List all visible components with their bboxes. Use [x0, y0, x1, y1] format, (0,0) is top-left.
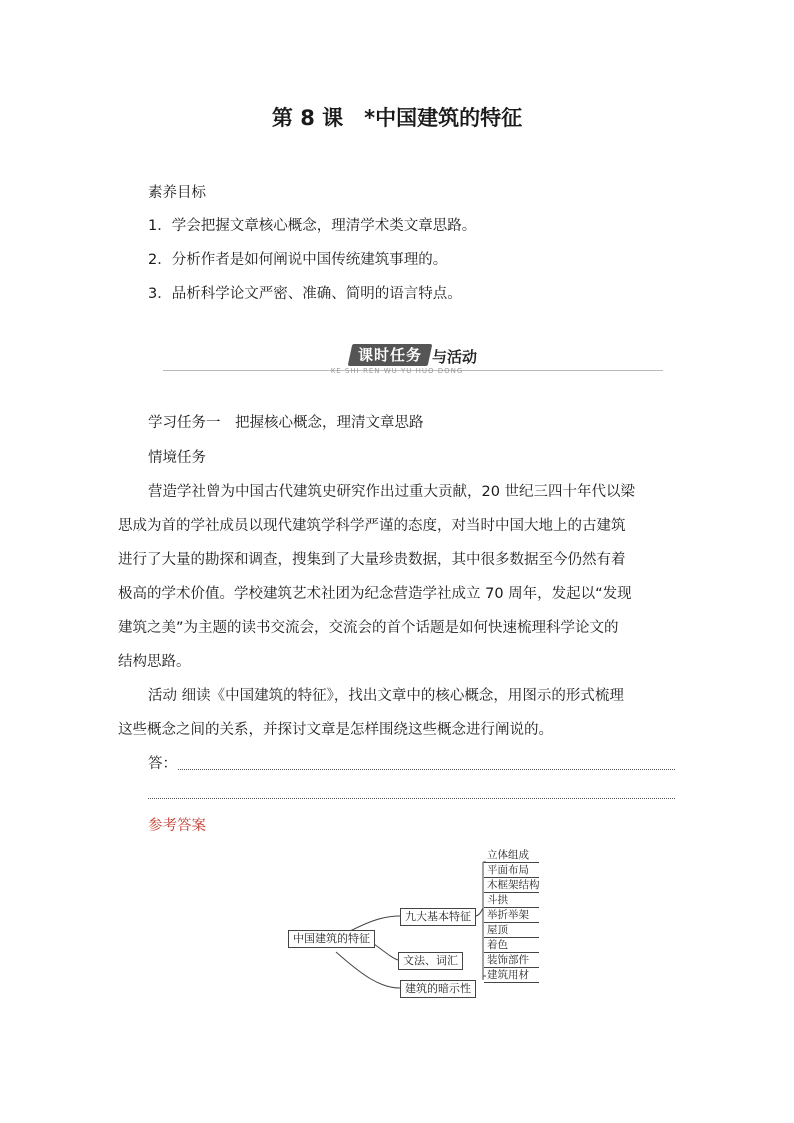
paragraph-line: 营造学社曾为中国古代建筑史研究作出过重大贡献，20 世纪三四十年代以梁 — [148, 484, 636, 500]
activity-line: 这些概念之间的关系，并探讨文章是怎样围绕这些概念进行阐说的。 — [118, 722, 553, 738]
banner-tail-text: 与活动 — [432, 348, 478, 366]
mind-map-root: 中国建筑的特征 — [288, 930, 375, 948]
goal-item: 2．分析作者是如何阐说中国传统建筑事理的。 — [148, 252, 448, 268]
paragraph-line: 进行了大量的勘探和调查，搜集到了大量珍贵数据，其中很多数据至今仍然有着 — [118, 552, 626, 568]
mind-map-branch: 文法、词汇 — [398, 952, 463, 970]
page-title: 第 8 课 *中国建筑的特征 — [271, 106, 523, 130]
banner-box-text: 课时任务 — [357, 346, 422, 364]
mind-map-leaf: 举折举架 — [484, 909, 539, 923]
mind-map-leaf: 着色 — [484, 939, 539, 953]
paragraph-line: 结构思路。 — [118, 654, 191, 670]
mind-map-leaf: 屋顶 — [484, 924, 539, 938]
mind-map-leaf: 装饰部件 — [484, 954, 539, 968]
goal-item: 1．学会把握文章核心概念，理清学术类文章思路。 — [148, 218, 477, 234]
mind-map-leaf: 斗拱 — [484, 894, 539, 908]
task-heading: 学习任务一 把握核心概念，理清文章思路 — [148, 415, 424, 431]
reference-heading: 参考答案 — [148, 818, 206, 834]
mind-map-leaf: 建筑用材 — [484, 969, 539, 983]
mind-map-leaf: 立体组成 — [484, 849, 539, 863]
mind-map-leaf: 木框架结构 — [484, 879, 539, 893]
paragraph-line: 建筑之美”为主题的读书交流会，交流会的首个话题是如何快速梳理科学论文的 — [118, 620, 619, 636]
paragraph-line: 思成为首的学社成员以现代建筑学科学严谨的态度，对当时中国大地上的古建筑 — [118, 518, 626, 534]
mind-map-leaf: 平面布局 — [484, 864, 539, 878]
goals-heading: 素养目标 — [148, 185, 206, 201]
activity-line: 活动 细读《中国建筑的特征》，找出文章中的核心概念，用图示的形式梳理 — [148, 688, 624, 704]
situation-heading: 情境任务 — [148, 450, 206, 466]
banner-pinyin: KE SHI REN WU YU HUO DONG — [330, 367, 464, 375]
paragraph-line: 极高的学术价值。学校建筑艺术社团为纪念营造学社成立 70 周年，发起以“发现 — [118, 586, 632, 602]
mind-map-branch: 九大基本特征 — [400, 908, 476, 926]
goal-item: 3．品析科学论文严密、准确、简明的语言特点。 — [148, 286, 462, 302]
answer-label: 答： — [148, 756, 177, 772]
mind-map-branch: 建筑的暗示性 — [400, 980, 476, 998]
